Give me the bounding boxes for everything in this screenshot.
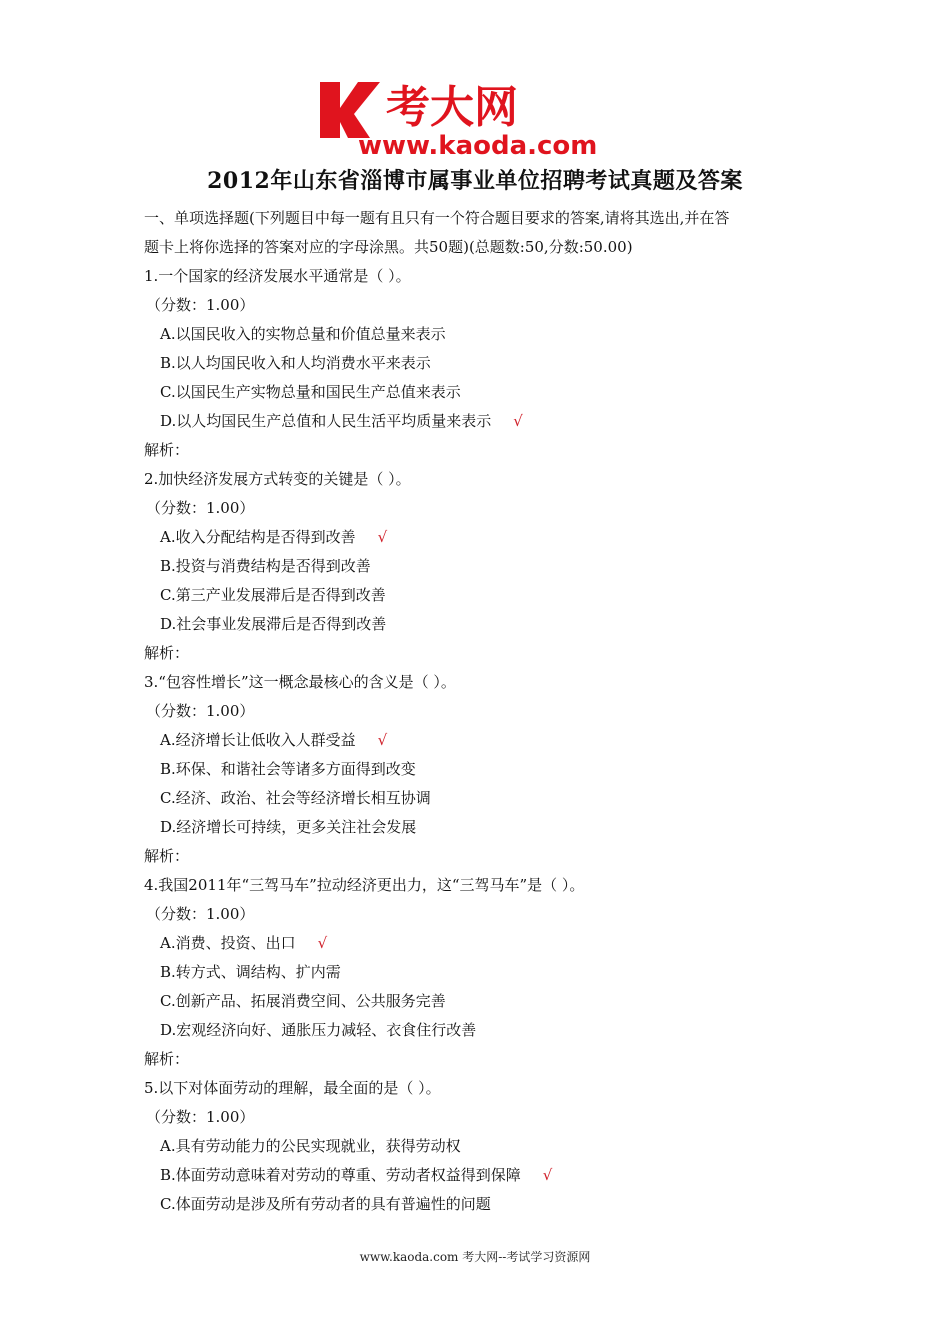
correct-check-icon: √	[513, 412, 523, 430]
page-footer: www.kaoda.com 考大网--考试学习资源网	[359, 1250, 591, 1264]
option	[144, 813, 816, 842]
question-stem: 1.一个国家的经济发展水平通常是（ ）。	[144, 267, 411, 285]
question-score: （分数：1.00）	[146, 296, 255, 314]
question-score: （分数：1.00）	[146, 905, 255, 923]
section-heading-line2: 题卡上将你选择的答案对应的字母涂黑。共50题)(总题数:50,分数:50.00)	[144, 238, 633, 256]
option-correct	[144, 407, 816, 436]
analysis-label: 解析：	[144, 847, 190, 865]
option-text: D.宏观经济向好、通胀压力减轻、衣食住行改善	[160, 1021, 477, 1039]
option	[144, 958, 816, 987]
option-text: C.第三产业发展滞后是否得到改善	[160, 586, 386, 604]
correct-check-icon: √	[377, 731, 388, 749]
option-text: A.以国民收入的实物总量和价值总量来表示	[160, 325, 446, 343]
question-stem: 4.我国2011年“三驾马车”拉动经济更出力，这“三驾马车”是（ ）。	[144, 876, 585, 894]
brand-name: 考大网	[386, 82, 518, 133]
option-text: C.以国民生产实物总量和国民生产总值来表示	[160, 383, 461, 401]
option-correct	[144, 929, 816, 958]
option-text: A.经济增长让低收入人群受益	[160, 731, 356, 749]
option-text: D.社会事业发展滞后是否得到改善	[160, 615, 387, 633]
option	[144, 755, 816, 784]
option	[144, 552, 816, 581]
document-body	[144, 204, 816, 1219]
option-text: B.环保、和谐社会等诸多方面得到改变	[160, 760, 416, 778]
option	[144, 610, 816, 639]
correct-check-icon: √	[377, 528, 388, 546]
question-score: （分数：1.00）	[146, 499, 255, 517]
analysis-label: 解析：	[144, 441, 190, 459]
option	[144, 1190, 816, 1219]
question-score: （分数：1.00）	[146, 1108, 255, 1126]
section-heading-line1: 一、单项选择题(下列题目中每一题有且只有一个符合题目要求的答案,请将其选出,并在答	[144, 209, 730, 227]
option-text: B.以人均国民收入和人均消费水平来表示	[160, 354, 431, 372]
option	[144, 987, 816, 1016]
option-text: A.收入分配结构是否得到改善	[160, 528, 356, 546]
question-stem: 2.加快经济发展方式转变的关键是（ ）。	[144, 470, 411, 488]
option	[144, 784, 816, 813]
option-text: A.消费、投资、出口	[160, 934, 296, 952]
question-stem: 3.“包容性增长”这一概念最核心的含义是（ ）。	[144, 673, 456, 691]
brand-url: www.kaoda.com	[358, 131, 598, 158]
option	[144, 349, 816, 378]
page-title: 2012年山东省淄博市属事业单位招聘考试真题及答案	[207, 168, 743, 194]
analysis-label: 解析：	[144, 644, 190, 662]
kaoda-logo	[318, 78, 640, 158]
option-text: A.具有劳动能力的公民实现就业，获得劳动权	[160, 1137, 461, 1155]
question-score: （分数：1.00）	[146, 702, 255, 720]
option-text: C.创新产品、拓展消费空间、公共服务完善	[160, 992, 446, 1010]
option-correct	[144, 1161, 816, 1190]
option	[144, 1016, 816, 1045]
correct-check-icon: √	[542, 1166, 553, 1184]
option-text: C.体面劳动是涉及所有劳动者的具有普遍性的问题	[160, 1195, 491, 1213]
option-text: B.转方式、调结构、扩内需	[160, 963, 341, 981]
analysis-label: 解析：	[144, 1050, 190, 1068]
option	[144, 1132, 816, 1161]
question-stem: 5.以下对体面劳动的理解，最全面的是（ ）。	[144, 1079, 441, 1097]
option	[144, 320, 816, 349]
option-text: D.经济增长可持续，更多关注社会发展	[160, 818, 417, 836]
k-letter-icon	[320, 82, 380, 138]
option-correct	[144, 523, 816, 552]
option-text: C.经济、政治、社会等经济增长相互协调	[160, 789, 431, 807]
option	[144, 378, 816, 407]
option-text: B.投资与消费结构是否得到改善	[160, 557, 371, 575]
option-correct	[144, 726, 816, 755]
option-text: D.以人均国民生产总值和人民生活平均质量来表示	[160, 412, 492, 430]
option-text: B.体面劳动意味着对劳动的尊重、劳动者权益得到保障	[160, 1166, 521, 1184]
correct-check-icon: √	[317, 934, 328, 952]
option	[144, 581, 816, 610]
